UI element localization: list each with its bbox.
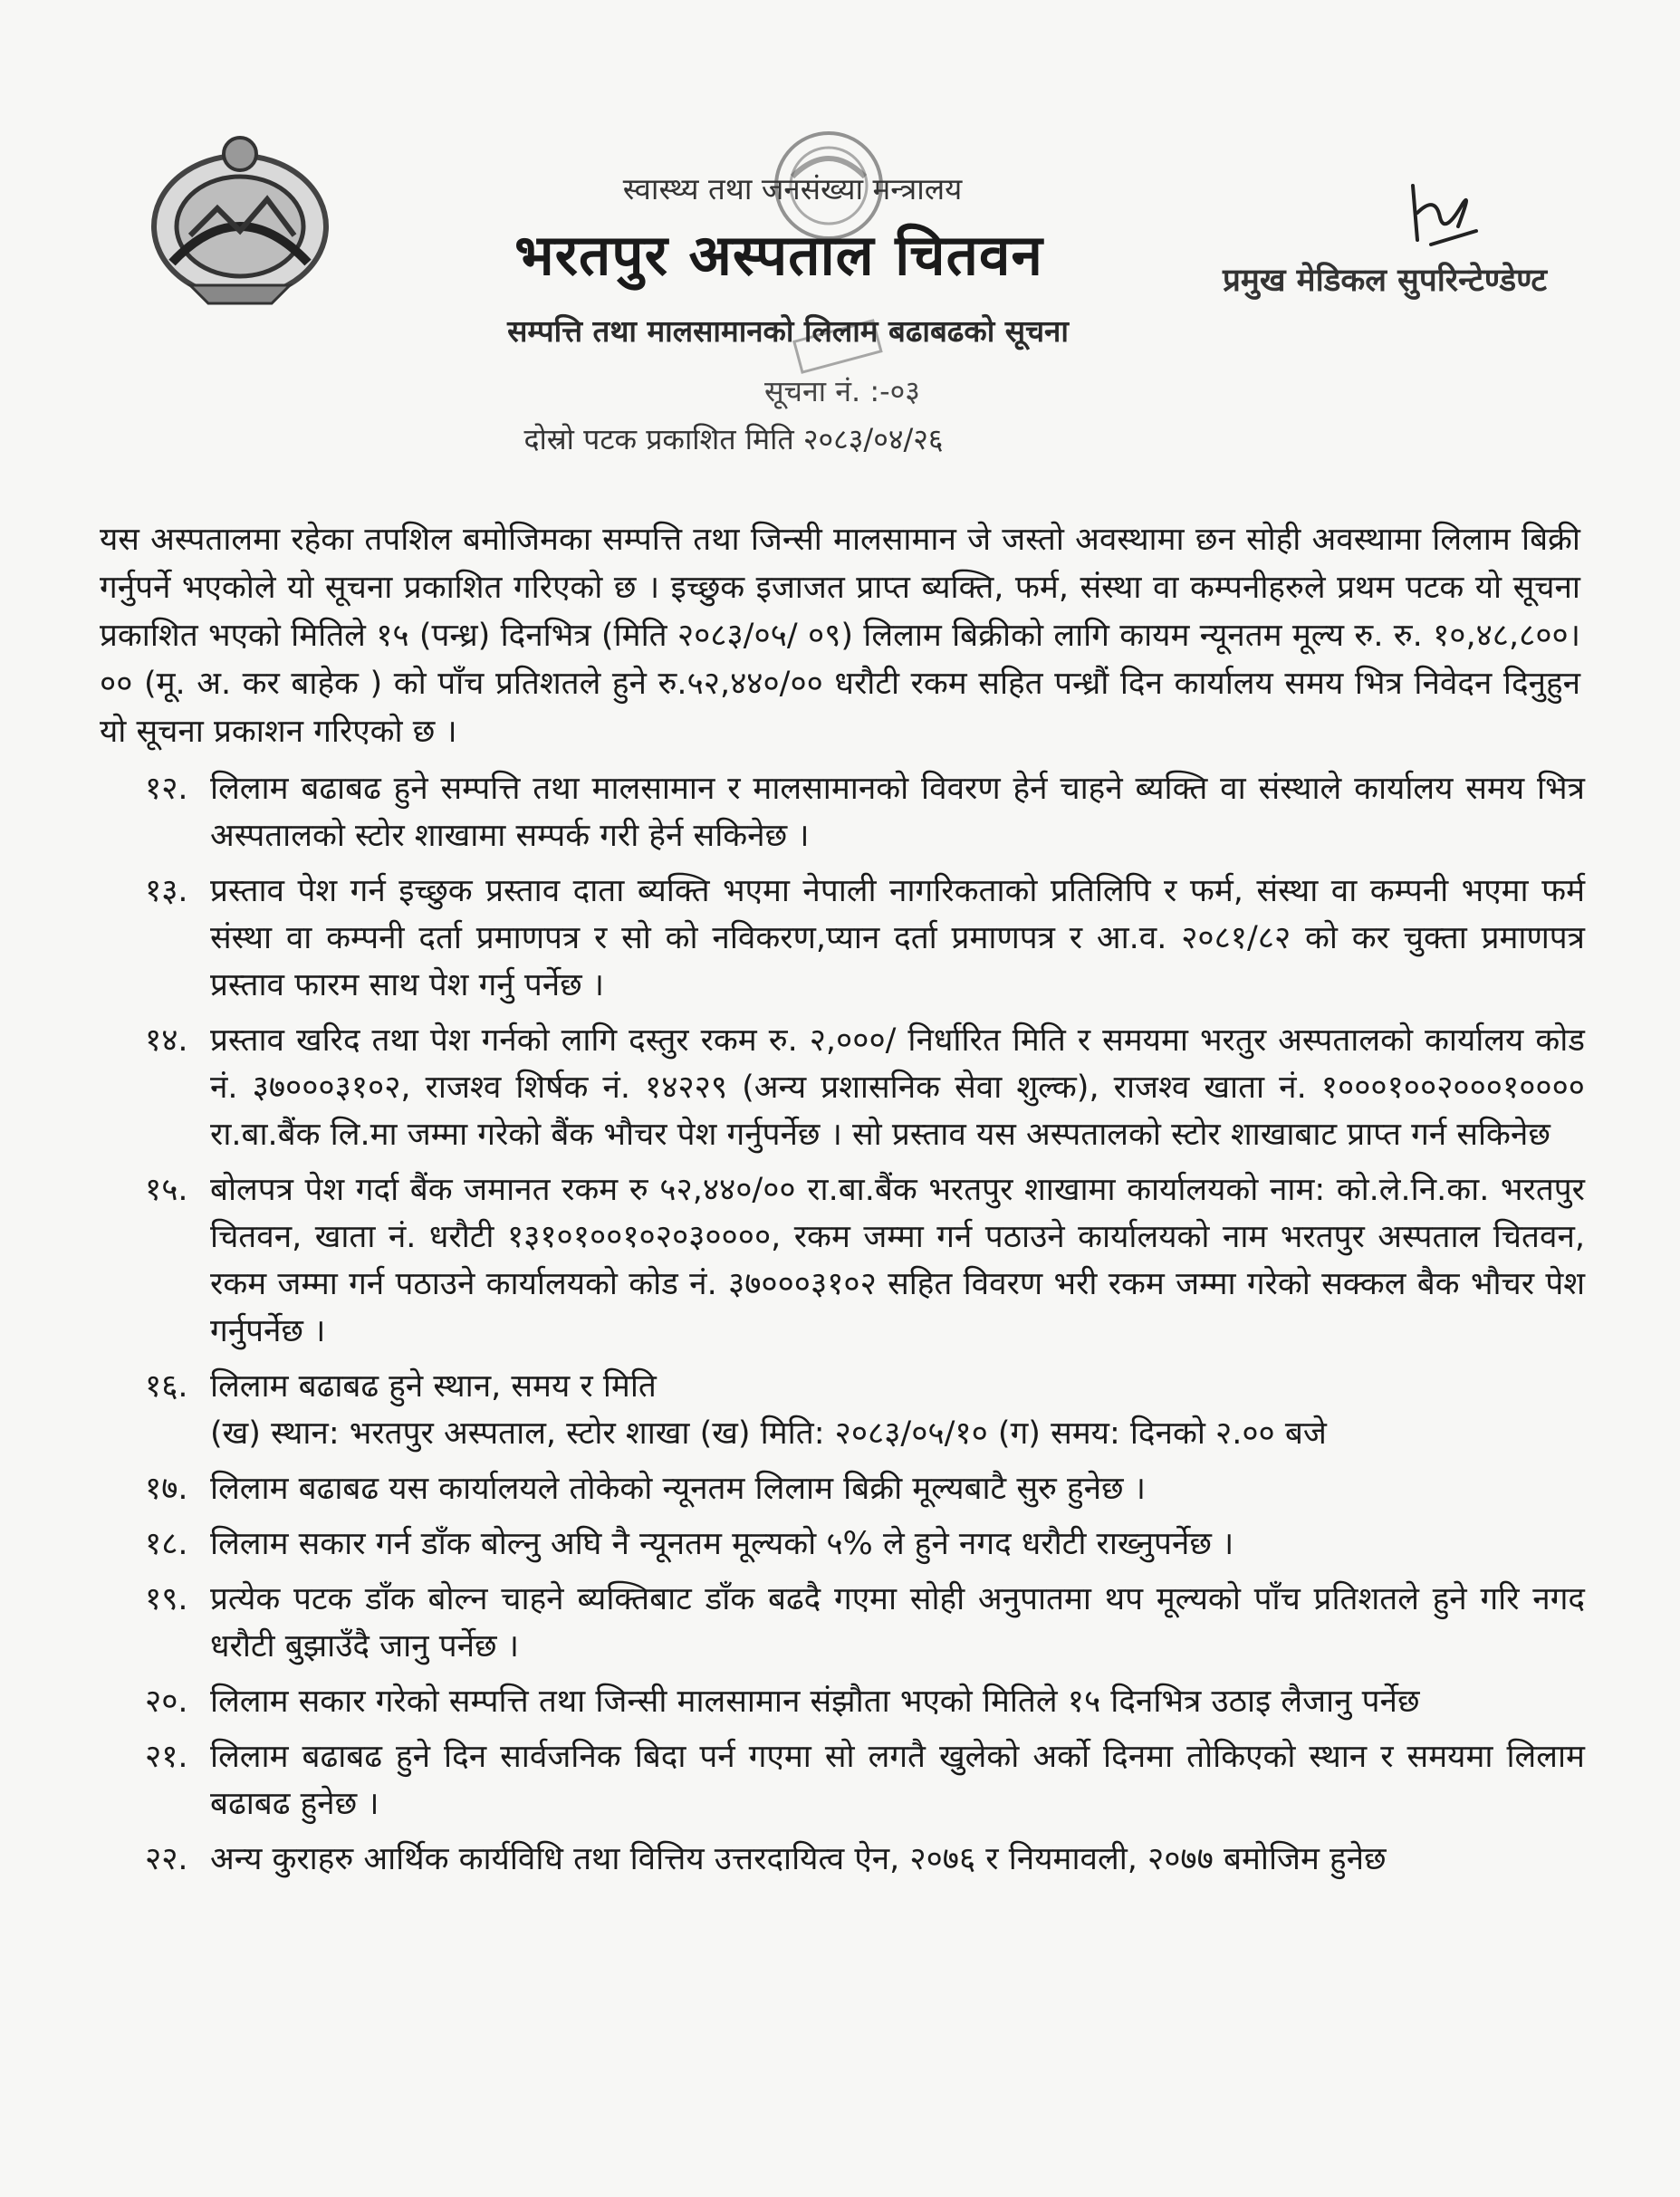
list-item [145, 1733, 1585, 1828]
list-item [145, 1017, 1585, 1158]
list-item [145, 1836, 1585, 1883]
item-subtext: (ख) स्थान: भरतपुर अस्पताल, स्टोर शाखा (ख) मिति: २०८३/०५/१० (ग) समय: दिनको २.०० बजे [210, 1415, 1327, 1452]
notice-title: सम्पत्ति तथा मालसामानको लिलाम बढाबढको सूचना [507, 313, 1069, 349]
list-item [145, 765, 1585, 859]
item-text: लिलाम सकार गर्न डाँक बोल्नु अघि नै न्यूनतम मूल्यको ५% ले हुने नगद धरौटी राख्नुपर्नेछ । [210, 1526, 1234, 1562]
item-number: १४. [145, 1022, 188, 1059]
notice-header [417, 168, 1268, 456]
item-number: २०. [145, 1684, 188, 1720]
item-text: लिलाम बढाबढ हुने स्थान, समय र मिति [210, 1368, 657, 1405]
item-number: १३. [145, 873, 188, 909]
item-number: १५. [145, 1172, 188, 1208]
list-item [145, 1678, 1585, 1725]
item-text: अन्य कुराहरु आर्थिक कार्यविधि तथा वित्तिय उत्तरदायित्व ऐन, २०७६ र नियमावली, २०७७ बमोजिम हुनेछ [210, 1841, 1387, 1877]
conditions-list [145, 765, 1585, 1891]
ministry-name: स्वास्थ्य तथा जनसंख्या मन्त्रालय [622, 171, 963, 206]
item-text: लिलाम बढाबढ हुने दिन सार्वजनिक बिदा पर्न गएमा सो लगतै खुलेको अर्को दिनमा तोकिएको स्थान र समयमा लिलाम बढाबढ हुनेछ । [210, 1739, 1585, 1822]
list-item [145, 1363, 1585, 1457]
list-item [145, 1166, 1585, 1355]
item-text: प्रस्ताव खरिद तथा पेश गर्नको लागि दस्तुर रकम रु. २,०००/ निर्धारित मिति र समयमा भरतुर अस्पतालको कार्यालय कोड नं. ३७०००३१०२, राजश्व शिर्षक नं. १४२२९ (अन्य प्रशासनिक सेवा शुल्क), राजश्व खाता नं. १०००१००२०००१०००० रा.बा.बैंक लि.मा जम्मा गरेको बैंक भौचर पेश गर्नुपर्नेछ । सो प्रस्ताव यस अस्पतालको स्टोर शाखाबाट प्राप्त गर्न सकिनेछ [210, 1022, 1585, 1153]
notice-number: सूचना नं. :-०३ [764, 374, 920, 408]
item-number: १६. [145, 1368, 188, 1405]
superintendent-title: प्रमुख मेडिकल सुपरिन्टेण्डेण्ट [1223, 263, 1547, 299]
item-number: २१. [145, 1739, 188, 1775]
list-item [145, 1576, 1585, 1670]
item-number: २२. [145, 1841, 188, 1877]
item-number: १८. [145, 1526, 188, 1562]
list-item [145, 868, 1585, 1009]
signature-icon [1395, 177, 1485, 258]
item-text: लिलाम सकार गरेको सम्पत्ति तथा जिन्सी मालसामान संझौता भएको मितिले १५ दिनभित्र उठाइ लैजानु पर्नेछ [210, 1684, 1420, 1720]
item-text: प्रत्येक पटक डाँक बोल्न चाहने ब्यक्तिबाट डाँक बढदै गएमा सोही अनुपातमा थप मूल्यको पाँच प्रतिशतले हुने गरि नगद धरौटी बुझाउँदै जानु पर्नेछ । [210, 1581, 1585, 1665]
item-text: लिलाम बढाबढ हुने सम्पत्ति तथा मालसामान र मालसामानको विवरण हेर्न चाहने ब्यक्ति वा संस्थाले कार्यालय समय भित्र अस्पतालको स्टोर शाखामा सम्पर्क गरी हेर्न सकिनेछ । [210, 771, 1585, 854]
item-number: १९. [145, 1581, 188, 1617]
published-date: दोस्रो पटक प्रकाशित मिति २०८३/०४/२६ [523, 422, 944, 456]
item-number: १७. [145, 1471, 188, 1507]
item-text: लिलाम बढाबढ यस कार्यालयले तोकेको न्यूनतम लिलाम बिक्री मूल्यबाटै सुरु हुनेछ । [210, 1471, 1146, 1507]
intro-paragraph: यस अस्पतालमा रहेका तपशिल बमोजिमका सम्पत्ति तथा जिन्सी मालसामान जे जस्तो अवस्थामा छन सोही अवस्थामा लिलाम बिक्री गर्नुपर्ने भएकोले यो सूचना प्रकाशित गरिएको छ । इच्छुक इजाजत प्राप्त ब्यक्ति, फर्म, संस्था वा कम्पनीहरुले प्रथम पटक यो सूचना प्रकाशित भएको मितिले १५ (पन्ध्र) दिनभित्र (मिति २०८३/०५/ ०९) लिलाम बिक्रीको लागि कायम न्यूनतम मूल्य रु. रु. १०,४८,८००।०० (मू. अ. कर बाहेक ) को पाँच प्रतिशतले हुने रु.५२,४४०/०० धरौटी रकम सहित पन्ध्रौं दिन कार्यालय समय भित्र निवेदन दिनुहुन यो सूचना प्रकाशन गरिएको छ । [100, 522, 1580, 750]
item-text: प्रस्ताव पेश गर्न इच्छुक प्रस्ताव दाता ब्यक्ति भएमा नेपाली नागरिकताको प्रतिलिपि र फर्म, संस्था वा कम्पनी भएमा फर्म संस्था वा कम्पनी दर्ता प्रमाणपत्र र सो को नविकरण,प्यान दर्ता प्रमाणपत्र र आ.व. २०८१/८२ को कर चुक्ता प्रमाणपत्र प्रस्ताव फारम साथ पेश गर्नु पर्नेछ । [210, 873, 1585, 1003]
list-item [145, 1465, 1585, 1512]
item-number: १२. [145, 771, 188, 807]
item-text: बोलपत्र पेश गर्दा बैंक जमानत रकम रु ५२,४४०/०० रा.बा.बैंक भरतपुर शाखामा कार्यालयको नाम: को.ले.नि.का. भरतपुर चितवन, खाता नं. धरौटी १३१०१००१०२०३००००, रकम जम्मा गर्न पठाउने कार्यालयको नाम भरतपुर अस्पताल चितवन, रकम जम्मा गर्न पठाउने कार्यालयको कोड नं. ३७०००३१०२ सहित विवरण भरी रकम जम्मा गरेको सक्कल बैक भौचर पेश गर्नुपर्नेछ । [210, 1172, 1585, 1349]
hospital-name: भरतपुर अस्पताल चितवन [514, 222, 1043, 288]
list-item [145, 1521, 1585, 1568]
